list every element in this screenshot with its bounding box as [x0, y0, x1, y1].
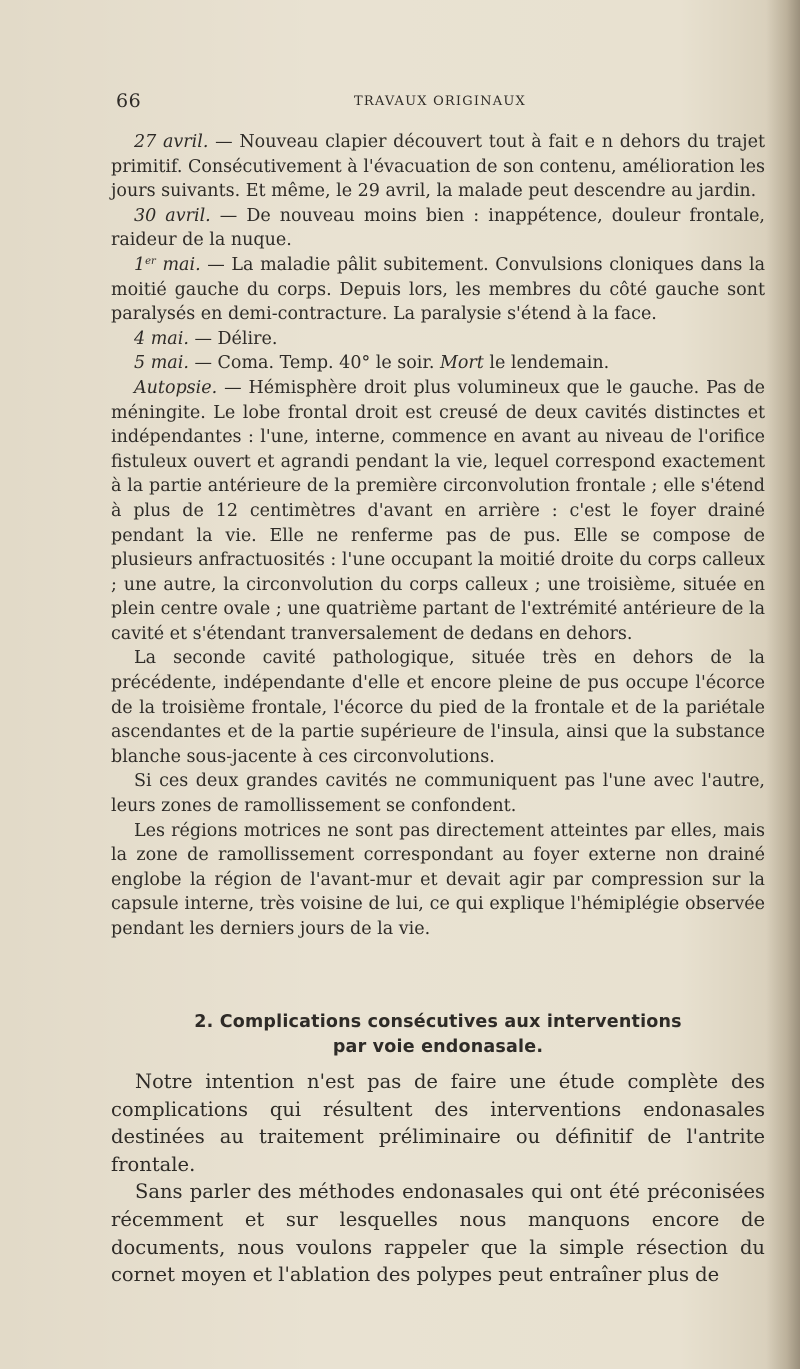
section-heading-line: 2. Complications consécutives aux interventions [194, 1012, 682, 1032]
mort-word: Mort [439, 353, 484, 374]
page-edge-shadow [766, 0, 800, 1369]
page-header [116, 90, 764, 118]
entry-4-mai: 4 mai. — Délire. [134, 328, 278, 349]
entry-1er-mai: 1er mai. — La maladie pâlit subitement. Convulsions cloniques dans la moitié gauche du corps. Depuis lors, les membres du côté gauche sont paralysés en demi-contracture. La paralysie s'étend à la face. [111, 254, 766, 325]
section-heading [111, 1010, 765, 1060]
entry-date: 30 avril. [134, 205, 211, 226]
entry-date: 5 mai. [134, 353, 189, 374]
entry-date: 27 avril. [134, 132, 209, 152]
entry-27-avril: 27 avril. — Nouveau clapier découvert tout à fait e n dehors du trajet primitif. Consécutivement à l'évacuation de son contenu, amélioration les jours suivants. Et même, le 29 avril, la malade peut descendre au jardin. [111, 132, 765, 202]
case-report-text [111, 130, 765, 942]
paragraph: Notre intention n'est pas de faire une étude complète des complications qui résultent des interventions endonasales destinées au traitement préliminaire ou définitif de l'antrite frontale. [111, 1070, 765, 1176]
autopsy-label: Autopsie. [134, 377, 218, 398]
entry-date: 1er mai. [134, 254, 201, 275]
section-text [111, 1068, 765, 1289]
paragraph: Si ces deux grandes cavités ne communiquent pas l'une avec l'autre, leurs zones de ramollissement se confondent. [111, 771, 765, 817]
running-title: TRAVAUX ORIGINAUX [354, 94, 526, 109]
page-number: 66 [116, 90, 142, 112]
paragraph: Les régions motrices ne sont pas directement atteintes par elles, mais la zone de ramollissement correspondant au foyer externe non drainé englobe la région de l'avant-mur et devait agir par compression sur la capsule interne, très voisine de lui, ce qui explique l'hémiplégie observée pendant les derniers jours de la vie. [111, 820, 765, 939]
paragraph: Sans parler des méthodes endonasales qui ont été préconisées récemment et sur lesquelles nous manquons encore de documents, nous voulons rappeler que la simple résection du cornet moyen et l'ablation des polypes peut entraîner plus de [111, 1180, 765, 1287]
section-heading-line: par voie endonasale. [332, 1037, 544, 1057]
entry-5-mai: 5 mai. — Coma. Temp. 40° le soir. Mort le lendemain. [134, 353, 610, 374]
entry-date: 4 mai. [134, 328, 189, 349]
autopsy-paragraph: Autopsie. — Hémisphère droit plus volumineux que le gauche. Pas de méningite. Le lobe frontal droit est creusé de deux cavités distinctes et indépendantes : l'une, interne, commence en avant au niveau de l'orifice fistuleux ouvert et agrandi pendant la vie, lequel correspond exactement à la partie antérieure de la première circonvolution frontale ; elle s'étend à plus de 12 centimètres d'avant en arrière : c'est le foyer drainé pendant la vie. Elle ne renferme pas de pus. Elle se compose de plusieurs anfractuosités : l'une occupant la moitié droite du corps calleux ; une autre, la circonvolution du corps calleux ; une troisième, située en plein centre ovale ; une quatrième partant de l'extrémité antérieure de la cavité et s'étendant tranversalement de dedans en dehors. [111, 377, 765, 644]
paragraph: La seconde cavité pathologique, située très en dehors de la précédente, indépendante d'elle et encore pleine de pus occupe l'écorce de la troisième frontale, l'écorce du pied de la frontale et de la pariétale ascendantes et de la partie supérieure de l'insula, ainsi que la substance blanche sous-jacente à ces circonvolutions. [111, 648, 765, 767]
entry-30-avril: 30 avril. — De nouveau moins bien : inappétence, douleur frontale, raideur de la nuque. [111, 205, 765, 251]
